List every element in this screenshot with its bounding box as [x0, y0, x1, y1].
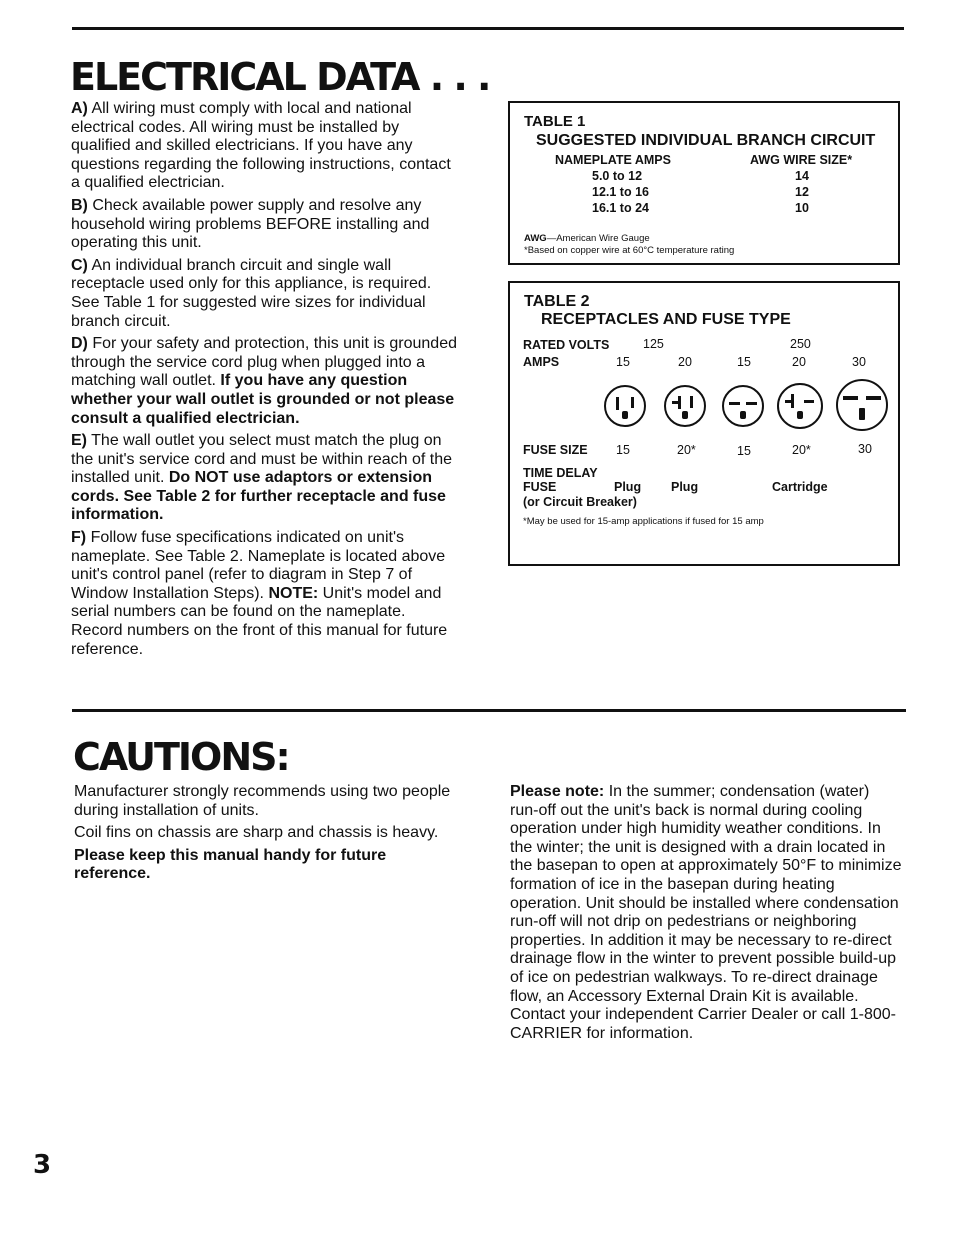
- volts-125: 125: [643, 337, 664, 351]
- please-note-paragraph: Please note: In the summer; condensation (water) run-off out the unit's back is normal during cooling operation under high humidity weather conditions. In the winter; the unit is designed with a drain located in the basepan to open at approximately 50°F to minimize formation of ice in the basepan during heating operation. Unit should be installed where condensation run-off will not drip on pedestrians or neighboring properties. In addition it may be necessary to re-direct drainage flow in the winter to prevent possible build-up of ice on pedestrian walkways. To re-direct drainage flow, an Accessory External Drain Kit is available. Contact your independent Carrier Dealer or call 1-800-CARRIER for information.: [510, 783, 902, 1042]
- fuse-type-value: Plug: [614, 480, 642, 494]
- cautions-heading: CAUTIONS:: [73, 735, 289, 779]
- volts-250: 250: [790, 337, 811, 351]
- amps-value: 15: [616, 355, 630, 369]
- fuse-size-value: 15: [616, 443, 630, 457]
- table-1-label: TABLE 1: [524, 113, 586, 130]
- table-2-label: TABLE 2: [524, 293, 590, 310]
- table-1-row-amps: 16.1 to 24: [592, 201, 649, 215]
- receptacle-125v-20a-icon: [663, 384, 707, 428]
- amps-value: 20: [678, 355, 692, 369]
- fuse-size-value: 20*: [792, 443, 811, 457]
- table-1-title: SUGGESTED INDIVIDUAL BRANCH CIRCUIT: [536, 132, 876, 149]
- item-a: A) All wiring must comply with local and national electrical codes. All wiring must be installed by qualified and skilled electricians. If you have any questions regarding the following instructions, contact a qualified electrician.: [71, 100, 451, 192]
- amps-value: 15: [737, 355, 751, 369]
- table-1-footnote-copper: *Based on copper wire at 60°C temperature rating: [524, 245, 735, 256]
- receptacle-250v-20a-icon: [776, 382, 824, 430]
- page-number: 3: [33, 1150, 52, 1180]
- cautions-p2: Coil fins on chassis are sharp and chassis is heavy.: [74, 824, 439, 842]
- fuse-size-label: FUSE SIZE: [523, 443, 588, 457]
- cautions-left-column: [74, 783, 464, 888]
- fuse-size-value: 20*: [677, 443, 696, 457]
- item-d: D) For your safety and protection, this unit is grounded through the service cord plug when plugged into a matching wall outlet. If you have any question whether your wall outlet is grounded or not please consult a qualified electrician.: [71, 335, 457, 427]
- electrical-data-heading: ELECTRICAL DATA . . .: [70, 55, 490, 99]
- time-delay-label: TIME DELAY: [523, 466, 598, 480]
- table-1: [508, 101, 900, 265]
- fuse-type-value: Plug: [671, 480, 699, 494]
- receptacle-250v-15a-icon: [721, 384, 765, 428]
- amps-value: 30: [852, 355, 866, 369]
- table-1-row-awg: 10: [795, 201, 809, 215]
- amps-label: AMPS: [523, 355, 560, 369]
- rated-volts-label: RATED VOLTS: [523, 338, 610, 352]
- fuse-size-value: 15: [737, 444, 751, 458]
- table-1-row-awg: 12: [795, 185, 809, 199]
- item-e: E) The wall outlet you select must match the plug on the unit's service cord and must be within reach of the installed unit. Do NOT use adaptors or extension cords. See Table 2 for further receptacle and fuse information.: [71, 432, 453, 524]
- cautions-p3: Please keep this manual handy for future reference.: [74, 846, 387, 883]
- table-1-row-awg: 14: [795, 169, 809, 183]
- table-2-title: RECEPTACLES AND FUSE TYPE: [541, 311, 791, 328]
- table-1-row-amps: 5.0 to 12: [592, 169, 643, 183]
- receptacle-125v-15a-icon: [603, 384, 647, 428]
- electrical-data-text: [71, 100, 457, 663]
- cautions-right-column: [510, 783, 902, 1047]
- table-1-col-awg: AWG WIRE SIZE*: [750, 153, 853, 167]
- fuse-label: FUSE: [523, 480, 557, 494]
- receptacle-250v-30a-icon: [835, 378, 889, 432]
- table-1-col-amps: NAMEPLATE AMPS: [555, 153, 671, 167]
- amps-value: 20: [792, 355, 806, 369]
- cautions-p1: Manufacturer strongly recommends using two people during installation of units.: [74, 783, 451, 819]
- item-b: B) Check available power supply and resolve any household wiring problems BEFORE installing and operating this unit.: [71, 196, 430, 252]
- table-2-footnote: *May be used for 15-amp applications if fused for 15 amp: [523, 516, 764, 527]
- section-rule: [72, 709, 906, 712]
- item-c: C) An individual branch circuit and single wall receptacle used only for this appliance, is required. See Table 1 for suggested wire sizes for individual branch circuit.: [71, 256, 432, 330]
- item-f: F) Follow fuse specifications indicated on unit's nameplate. See Table 2. Nameplate is located above unit's control panel (refer to diagram in Step 7 of Window Installation Steps). NOTE: Unit's model and serial numbers can be found on the nameplate. Record numbers on the front of this manual for future reference.: [71, 529, 448, 658]
- fuse-size-value: 30: [858, 442, 872, 456]
- table-1-footnote-awg: AWG—American Wire Gauge: [524, 233, 650, 244]
- fuse-type-value: Cartridge: [772, 480, 828, 494]
- or-circuit-breaker-label: (or Circuit Breaker): [523, 495, 637, 509]
- table-2: [508, 281, 900, 566]
- top-rule: [72, 27, 904, 30]
- table-1-row-amps: 12.1 to 16: [592, 185, 649, 199]
